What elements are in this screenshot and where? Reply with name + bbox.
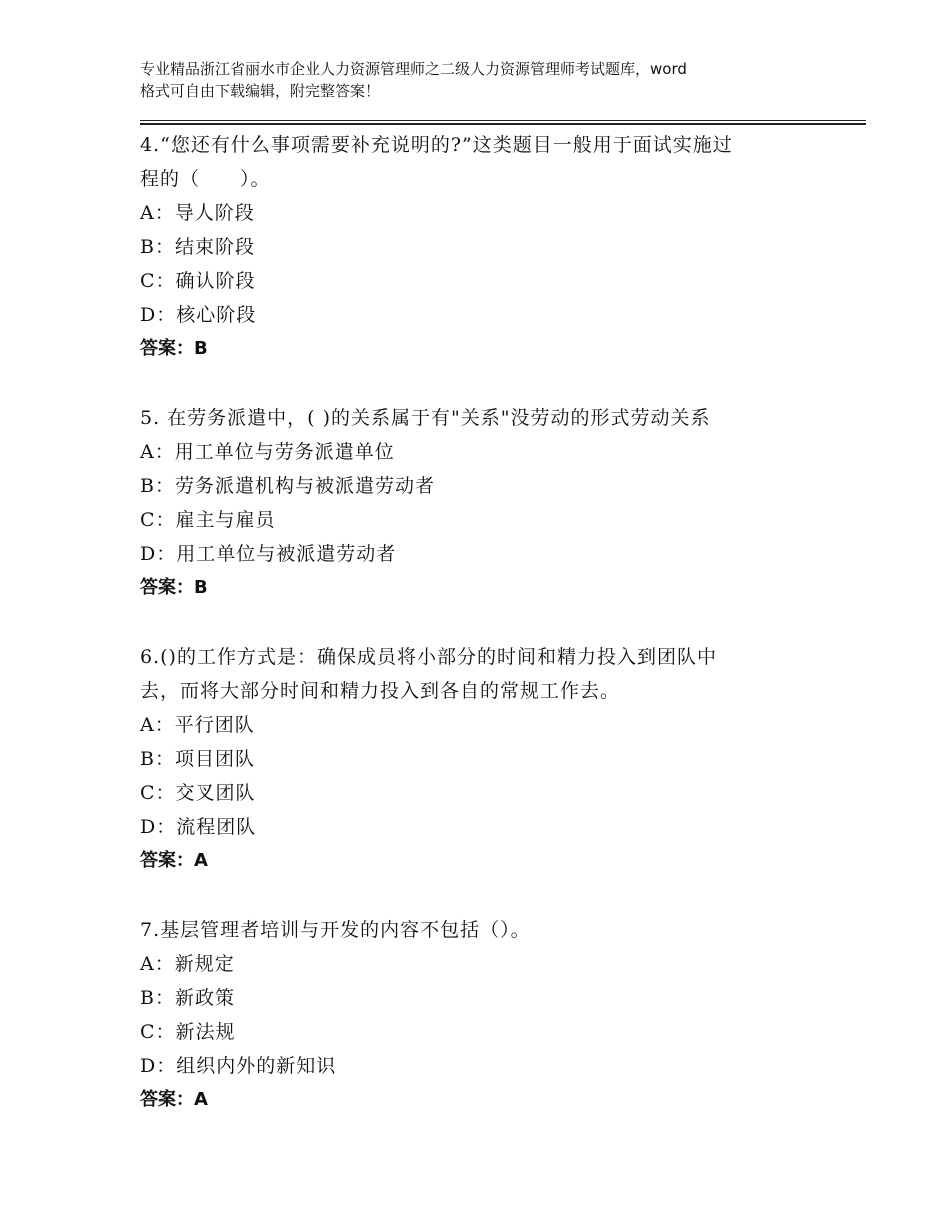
option-c: C：交叉团队	[140, 782, 256, 804]
answer-label: 答案：A	[140, 1089, 208, 1110]
answer-label: 答案：A	[140, 850, 208, 871]
header-divider	[140, 120, 866, 125]
question-text: 去，而将大部分时间和精力投入到各自的常规工作去。	[140, 680, 621, 702]
option-b: B：结束阶段	[140, 236, 255, 258]
question-7	[140, 913, 840, 1117]
question-list	[140, 128, 840, 1117]
option-c: C：确认阶段	[140, 270, 256, 292]
question-text: 程的（ ）。	[140, 168, 271, 190]
answer-label: 答案：B	[140, 577, 208, 598]
option-d: D：用工单位与被派遣劳动者	[140, 543, 397, 565]
header-line-1: 专业精品浙江省丽水市企业人力资源管理师之二级人力资源管理师考试题库，word	[140, 60, 687, 78]
question-text: 7.基层管理者培训与开发的内容不包括（）。	[140, 919, 531, 941]
document-header	[140, 58, 840, 102]
option-b: B：劳务派遣机构与被派遣劳动者	[140, 475, 435, 497]
option-c: C：雇主与雇员	[140, 509, 276, 531]
option-c: C：新法规	[140, 1021, 236, 1043]
option-b: B：项目团队	[140, 748, 255, 770]
option-b: B：新政策	[140, 987, 235, 1009]
option-d: D：核心阶段	[140, 304, 257, 326]
question-5	[140, 401, 840, 605]
question-4	[140, 128, 840, 366]
option-a: A：平行团队	[140, 714, 255, 736]
question-text: 5. 在劳务派遣中，( )的关系属于有"关系"没劳动的形式劳动关系	[140, 407, 711, 429]
option-d: D：组织内外的新知识	[140, 1055, 337, 1077]
question-6	[140, 640, 840, 878]
header-line-2: 格式可自由下载编辑，附完整答案！	[140, 82, 381, 100]
question-text: 6.()的工作方式是：确保成员将小部分的时间和精力投入到团队中	[140, 646, 717, 668]
option-a: A：导人阶段	[140, 202, 255, 224]
question-text: 4.“您还有什么事项需要补充说明的?”这类题目一般用于面试实施过	[140, 134, 733, 156]
option-a: A：用工单位与劳务派遣单位	[140, 441, 395, 463]
answer-label: 答案：B	[140, 338, 208, 359]
option-a: A：新规定	[140, 953, 235, 975]
option-d: D：流程团队	[140, 816, 257, 838]
